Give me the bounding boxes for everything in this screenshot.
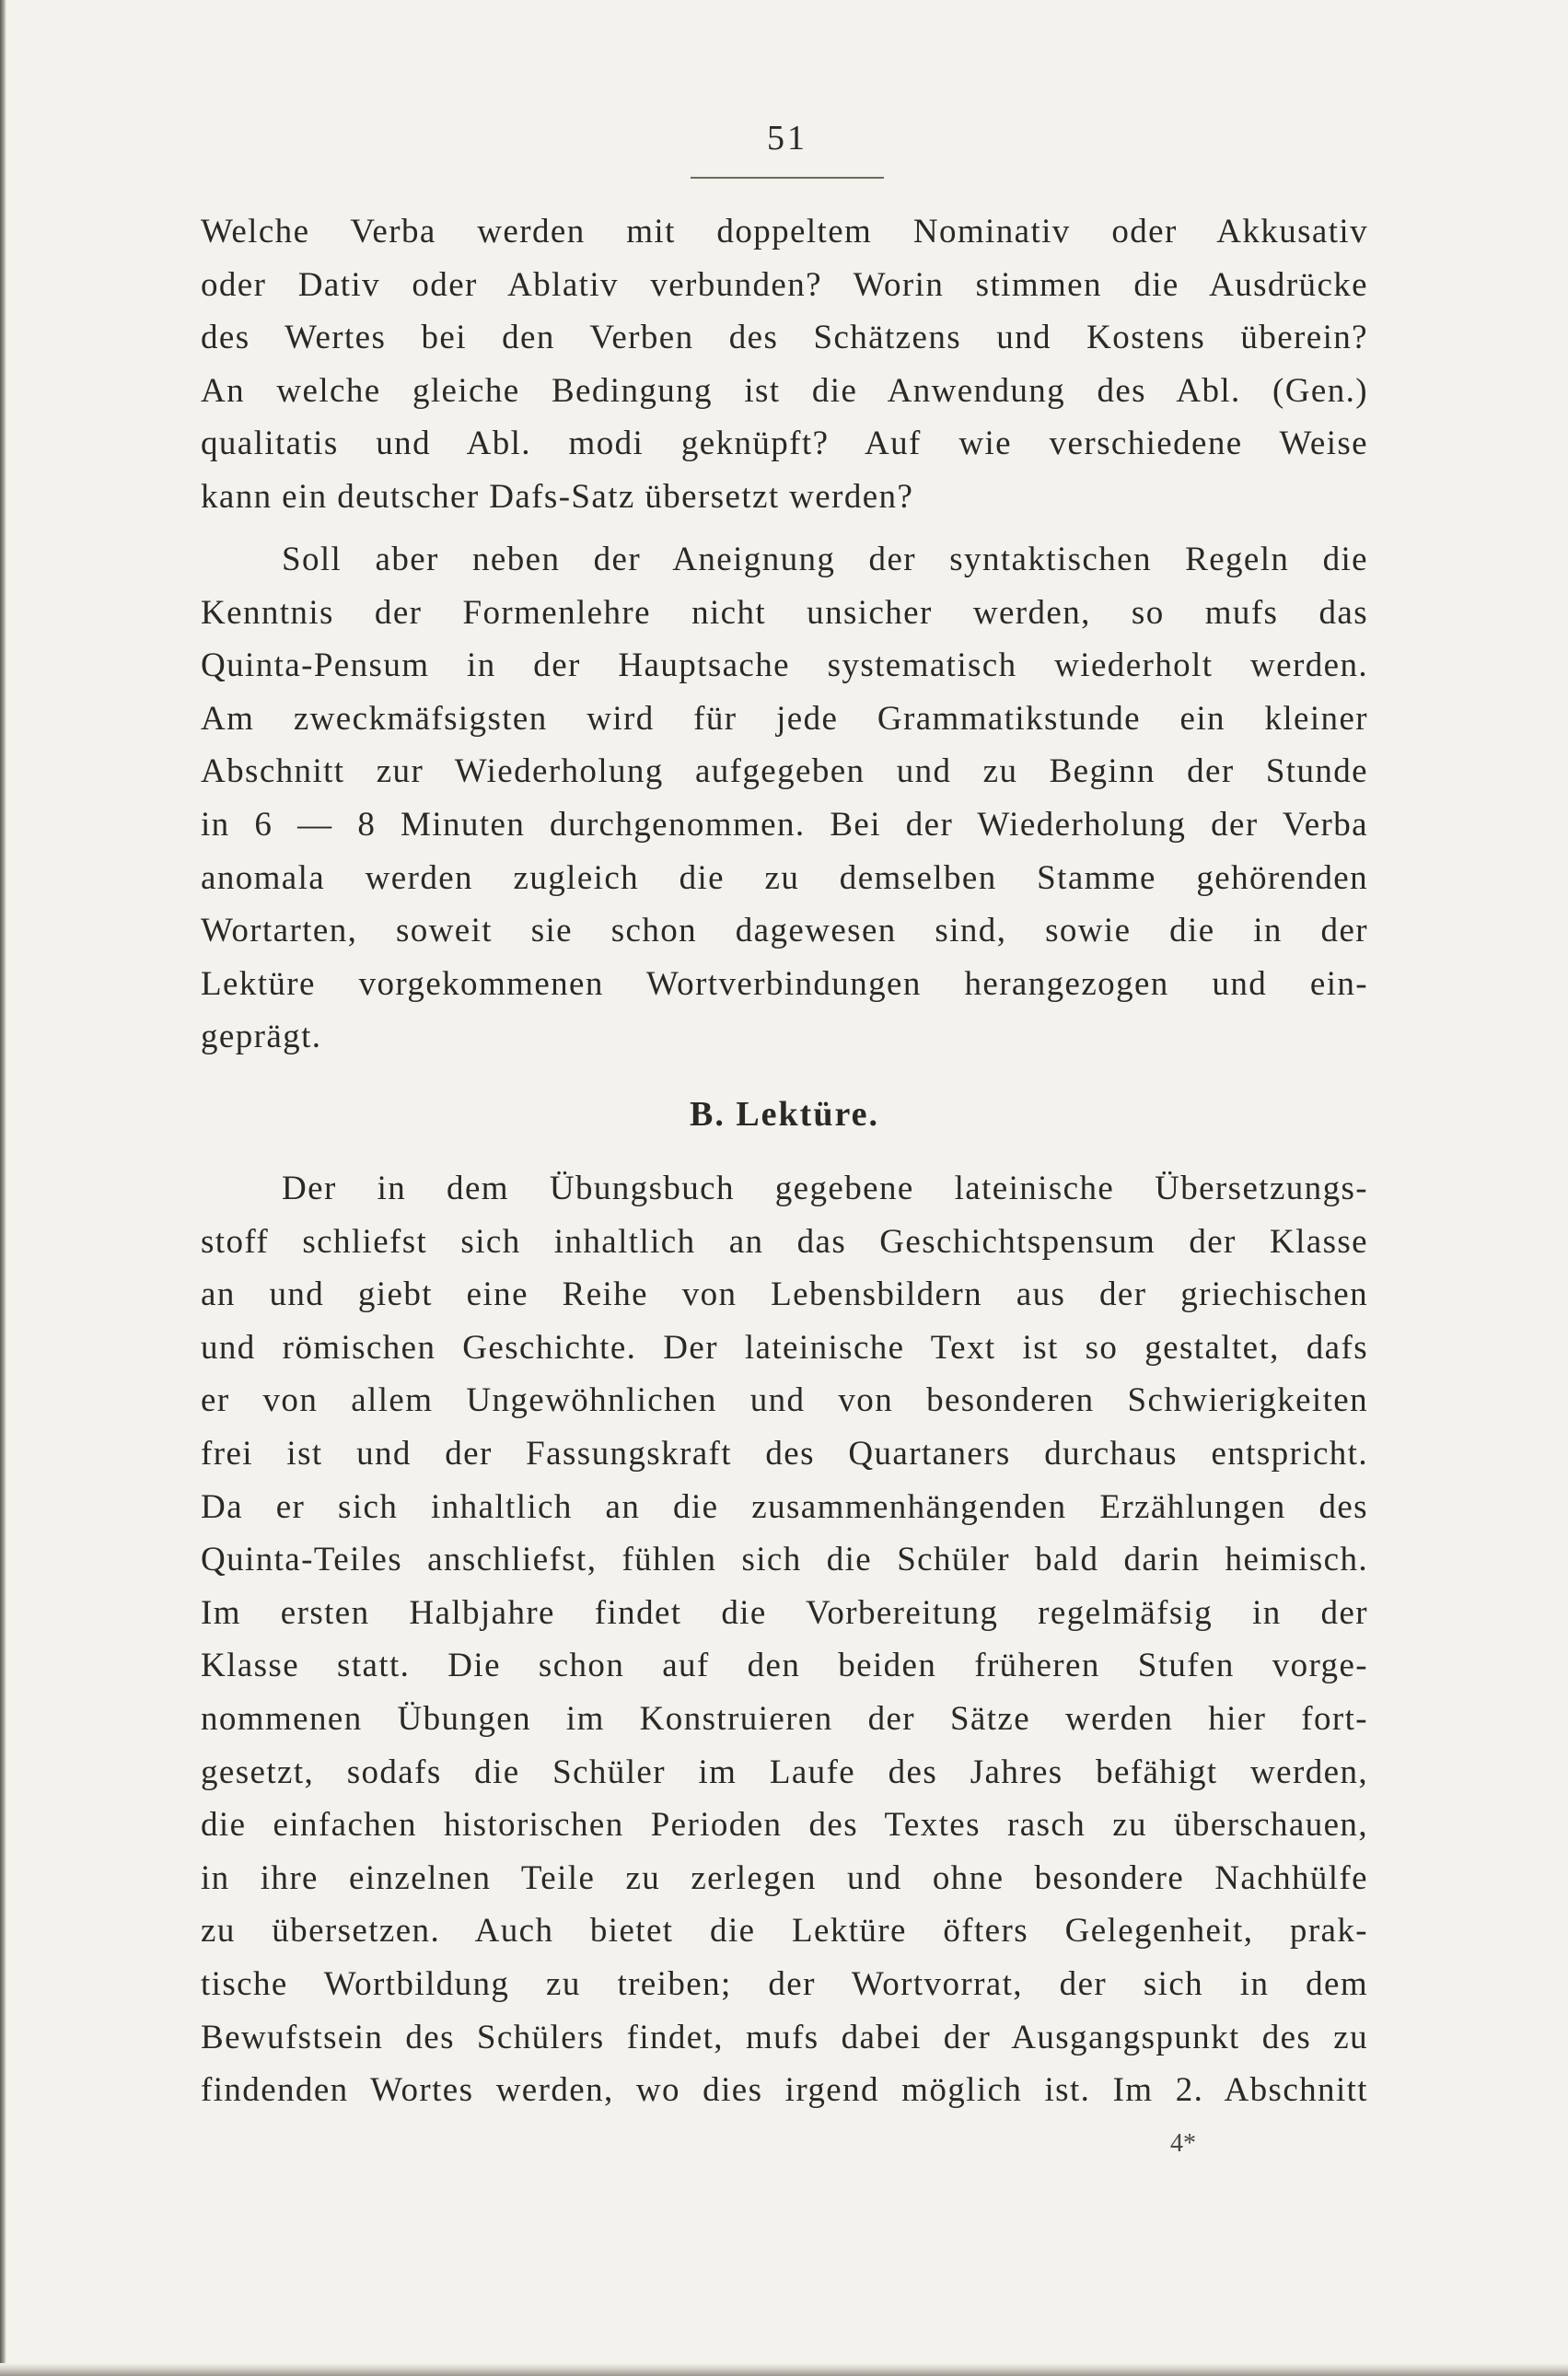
page-left-edge	[0, 0, 6, 2376]
text-line: zu übersetzen. Auch bietet die Lektüre öfters Gelegenheit, prak-	[201, 1912, 1368, 1951]
paragraph-lektuere	[201, 1162, 1368, 2117]
text-line: Klasse statt. Die schon auf den beiden früheren Stufen vorge-	[201, 1647, 1368, 1685]
text-line: tische Wortbildung zu treiben; der Wortvorrat, der sich in dem	[201, 1964, 1368, 2003]
text-line: Da er sich inhaltlich an die zusammenhängenden Erzählungen des	[201, 1487, 1368, 1526]
text-line: Lektüre vorgekommenen Wortverbindungen herangezogen und ein-	[201, 964, 1368, 1003]
text-line: Soll aber neben der Aneignung der syntaktischen Regeln die	[282, 541, 1368, 578]
page-number: 51	[767, 119, 807, 157]
text-line: die einfachen historischen Perioden des Textes rasch zu überschauen,	[201, 1806, 1368, 1845]
text-line: An welche gleiche Bedingung ist die Anwendung des Abl. (Gen.)	[201, 371, 1368, 410]
text-line: geprägt.	[201, 1018, 322, 1056]
text-line: in ihre einzelnen Teile zu zerlegen und ohne besondere Nachhülfe	[201, 1858, 1368, 1897]
text-line: oder Dativ oder Ablativ verbunden? Worin stimmen die Ausdrücke	[201, 265, 1368, 304]
text-line: Kenntnis der Formenlehre nicht unsicher werden, so mufs das	[201, 593, 1368, 632]
signature-mark: 4*	[1170, 2129, 1196, 2158]
page-number-rule	[691, 177, 884, 179]
text-line: stoff schliefst sich inhaltlich an das Geschichtspensum der Klasse	[201, 1222, 1368, 1261]
text-line: Am zweckmäfsigsten wird für jede Grammatikstunde ein kleiner	[201, 699, 1368, 738]
text-line: Quinta-Pensum in der Hauptsache systematisch wiederholt werden.	[201, 646, 1368, 685]
text-line: frei ist und der Fassungskraft des Quartaners durchaus entspricht.	[201, 1434, 1368, 1473]
text-line: Der in dem Übungsbuch gegebene lateinische Übersetzungs-	[282, 1170, 1368, 1207]
text-line: nommenen Übungen im Konstruieren der Sätze werden hier fort-	[201, 1699, 1368, 1738]
text-line: kann ein deutscher Dafs-Satz übersetzt werden?	[201, 477, 914, 516]
paragraph-verb-questions	[201, 205, 1368, 524]
paragraph-quinta-repetition	[201, 533, 1368, 1064]
page-bottom-edge	[0, 2363, 1568, 2376]
section-heading: B. Lektüre.	[689, 1095, 880, 1134]
text-line: er von allem Ungewöhnlichen und von besonderen Schwierigkeiten	[201, 1381, 1368, 1420]
text-line: gesetzt, sodafs die Schüler im Laufe des Jahres befähigt werden,	[201, 1753, 1368, 1791]
text-line: an und giebt eine Reihe von Lebensbildern aus der griechischen	[201, 1275, 1368, 1314]
text-line: Abschnitt zur Wiederholung aufgegeben und zu Beginn der Stunde	[201, 752, 1368, 791]
text-line: in 6 — 8 Minuten durchgenommen. Bei der Wiederholung der Verba	[201, 805, 1368, 844]
text-line: qualitatis und Abl. modi geknüpft? Auf wie verschiedene Weise	[201, 425, 1368, 463]
text-line: des Wertes bei den Verben des Schätzens und Kostens überein?	[201, 319, 1368, 357]
text-line: Quinta-Teiles anschliefst, fühlen sich die Schüler bald darin heimisch.	[201, 1541, 1368, 1579]
text-line: anomala werden zugleich die zu demselben Stamme gehörenden	[201, 858, 1368, 897]
text-line: Im ersten Halbjahre findet die Vorbereitung regelmäfsig in der	[201, 1593, 1368, 1632]
text-line: Welche Verba werden mit doppeltem Nominativ oder Akkusativ	[201, 213, 1368, 250]
text-line: Wortarten, soweit sie schon dagewesen sind, sowie die in der	[201, 912, 1368, 950]
text-line: und römischen Geschichte. Der lateinische Text ist so gestaltet, dafs	[201, 1328, 1368, 1367]
text-line: findenden Wortes werden, wo dies irgend möglich ist. Im 2. Abschnitt	[201, 2071, 1368, 2110]
text-line: Bewufstsein des Schülers findet, mufs dabei der Ausgangspunkt des zu	[201, 2018, 1368, 2056]
